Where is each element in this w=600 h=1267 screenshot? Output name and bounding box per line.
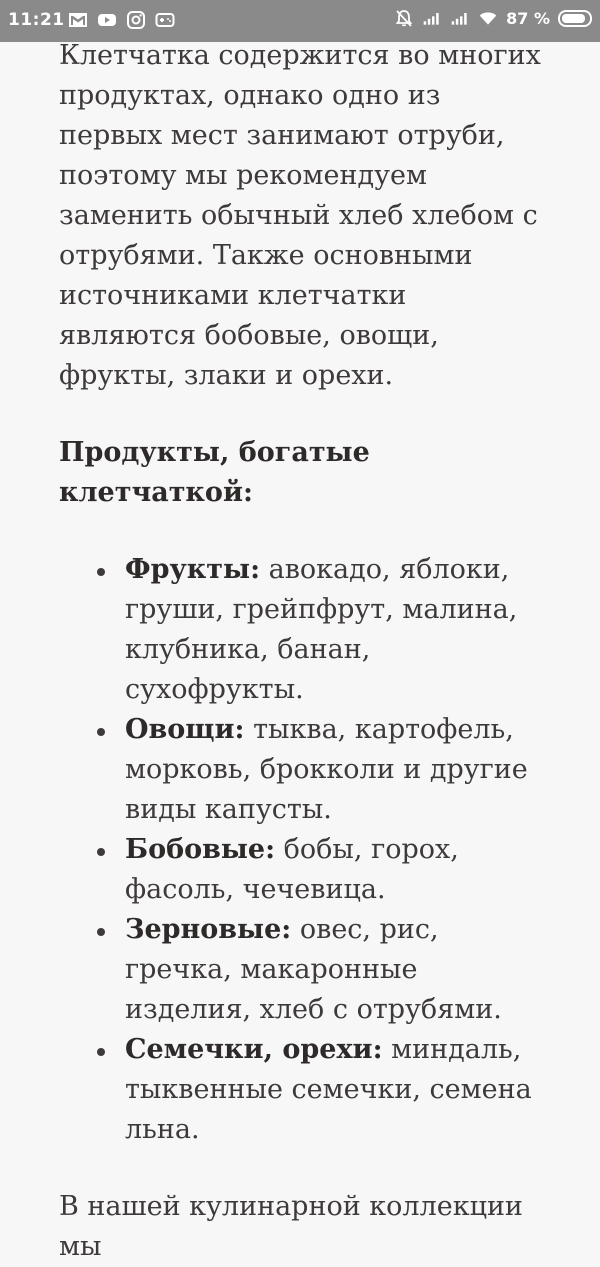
bullet-icon	[97, 568, 105, 576]
list-item-label: Зерновые:	[125, 914, 292, 945]
gamepad-icon	[155, 10, 175, 30]
status-right	[394, 8, 592, 28]
bullet-icon	[97, 728, 105, 736]
article-content	[59, 36, 549, 1267]
list-item-label: Семечки, орехи:	[125, 1034, 383, 1065]
notification-icons	[68, 10, 175, 30]
intro-paragraph: Клетчатка содержится во многих продуктах, однако одно из первых мест занимают отруби, поэтому мы рекомендуем заменить обычный хлеб хлебом с отрубями. Также основными источниками клетчатки являются бобовые, овощи, фрукты, злаки и орехи.	[59, 40, 541, 391]
list-item	[59, 710, 549, 830]
list-item	[59, 830, 549, 910]
signal-icon	[450, 8, 470, 28]
instagram-icon	[126, 10, 146, 30]
list-item	[59, 1030, 549, 1150]
bullet-icon	[97, 1048, 105, 1056]
list-item	[59, 910, 549, 1030]
gmail-icon	[68, 10, 88, 30]
wifi-icon	[478, 8, 498, 28]
battery-icon	[558, 10, 592, 27]
list-item-text: тыква, картофель, морковь, брокколи и другие виды капусты.	[125, 714, 528, 825]
fiber-foods-list	[59, 550, 549, 1150]
bullet-icon	[97, 928, 105, 936]
section-heading: Продукты, богатые клетчаткой:	[59, 437, 370, 508]
youtube-icon	[97, 10, 117, 30]
signal-icon	[422, 8, 442, 28]
battery-percent: 87 %	[506, 8, 550, 28]
list-item-label: Бобовые:	[125, 834, 276, 865]
next-paragraph: В нашей кулинарной коллекции мы	[59, 1191, 523, 1262]
battery-level	[562, 14, 585, 23]
list-item-text: бобы, горох, фасоль, чечевица.	[125, 834, 459, 905]
list-item-text: миндаль, тыквенные семечки, семена льна.	[125, 1034, 532, 1145]
alarm-off-icon	[394, 8, 414, 28]
bullet-icon	[97, 848, 105, 856]
list-item-label: Фрукты:	[125, 554, 261, 585]
list-item	[59, 550, 549, 710]
list-item-label: Овощи:	[125, 714, 245, 745]
list-item-text: авокадо, яблоки, груши, грейпфрут, малина, клубника, банан, сухофрукты.	[125, 554, 518, 705]
status-time: 11:21	[8, 10, 65, 30]
list-item-text: овес, рис, гречка, макаронные изделия, хлеб с отрубями.	[125, 914, 502, 1025]
